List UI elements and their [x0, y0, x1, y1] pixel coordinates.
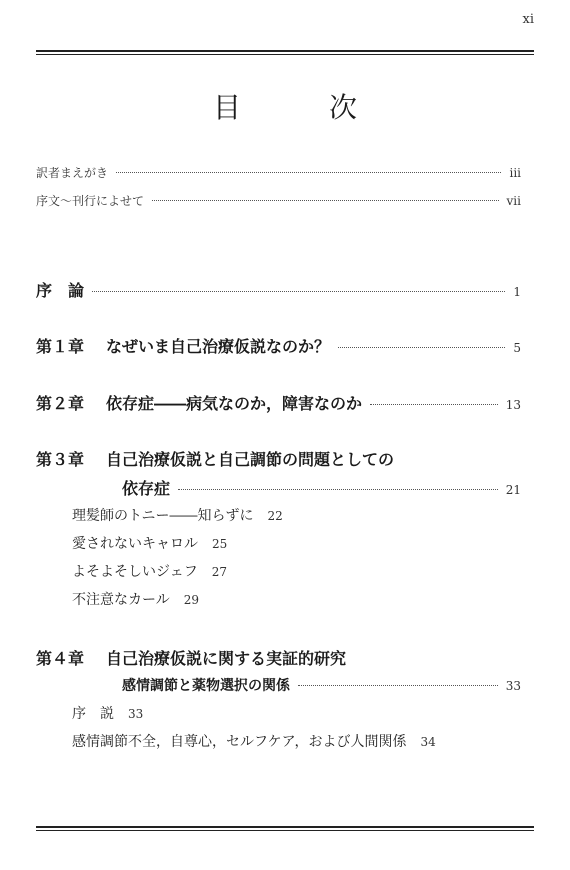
- entry-label: 訳者まえがき: [36, 166, 109, 180]
- chapter-number: 第４章: [36, 649, 85, 668]
- toc-section[interactable]: [72, 731, 436, 751]
- toc-section[interactable]: [72, 561, 227, 581]
- entry-page: 21: [505, 483, 521, 497]
- entry-page: vii: [506, 194, 521, 208]
- section-page: 29: [183, 593, 200, 607]
- leader-dots: [92, 291, 505, 292]
- section-page: 27: [211, 565, 228, 579]
- entry-page: 5: [513, 341, 521, 355]
- section-label: 不注意なカール: [72, 592, 170, 608]
- section-page: 34: [420, 735, 436, 749]
- entry-label: 序文〜刊行によせて: [36, 194, 145, 208]
- toc-entry-chapter-1[interactable]: [36, 334, 521, 357]
- toc-entry-chapter-4-cont[interactable]: [122, 675, 521, 695]
- toc-entry-chapter-3-cont[interactable]: [122, 476, 521, 499]
- leader-dots: [370, 404, 498, 405]
- section-label: よそよそしいジェフ: [72, 564, 198, 580]
- chapter-number: 第３章: [36, 450, 85, 469]
- page-number: xi: [522, 12, 534, 27]
- entry-page: iii: [509, 166, 521, 180]
- section-label: 感情調節不全，自尊心，セルフケア，および人間関係: [72, 734, 407, 750]
- chapter-title: なぜいま自己治療仮説なのか？: [106, 337, 331, 356]
- toc-entry-introduction[interactable]: [36, 278, 521, 301]
- chapter-title: 自己治療仮説に関する実証的研究: [106, 649, 347, 668]
- entry-page: 13: [505, 398, 521, 412]
- section-label: 理髪師のトニー――知らずに: [72, 508, 254, 524]
- leader-dots: [338, 347, 505, 348]
- section-label: 愛されないキャロル: [72, 536, 198, 552]
- toc-entry-chapter-4[interactable]: [36, 646, 521, 669]
- toc-section[interactable]: [72, 533, 227, 553]
- leader-dots: [178, 489, 498, 490]
- toc-section[interactable]: [72, 589, 199, 609]
- leader-dots: [152, 200, 499, 201]
- leader-dots: [116, 172, 501, 173]
- toc-entry-translator-preface[interactable]: [36, 164, 521, 181]
- section-page: 25: [212, 537, 228, 551]
- toc-section[interactable]: [72, 703, 143, 723]
- toc-entry-preface[interactable]: [36, 192, 521, 209]
- chapter-number: 第２章: [36, 394, 85, 413]
- section-page: 33: [128, 707, 144, 721]
- toc-entry-chapter-3[interactable]: [36, 447, 521, 470]
- leader-dots: [298, 685, 498, 686]
- chapter-title-cont: 依存症: [122, 479, 171, 498]
- chapter-title: 依存症――病気なのか，障害なのか: [106, 394, 363, 413]
- entry-label: 序 論: [36, 281, 85, 300]
- chapter-title: 自己治療仮説と自己調節の問題としての: [106, 450, 395, 469]
- toc-section[interactable]: [72, 505, 283, 525]
- bottom-rule: [36, 826, 534, 831]
- page-title: 目 次: [212, 91, 387, 124]
- entry-page: 33: [505, 679, 521, 693]
- chapter-number: 第１章: [36, 337, 85, 356]
- chapter-subtitle: 感情調節と薬物選択の関係: [122, 678, 290, 694]
- top-rule: [36, 50, 534, 55]
- toc-entry-chapter-2[interactable]: [36, 391, 521, 414]
- entry-page: 1: [513, 285, 521, 299]
- section-page: 22: [267, 509, 283, 523]
- section-label: 序 説: [72, 706, 114, 722]
